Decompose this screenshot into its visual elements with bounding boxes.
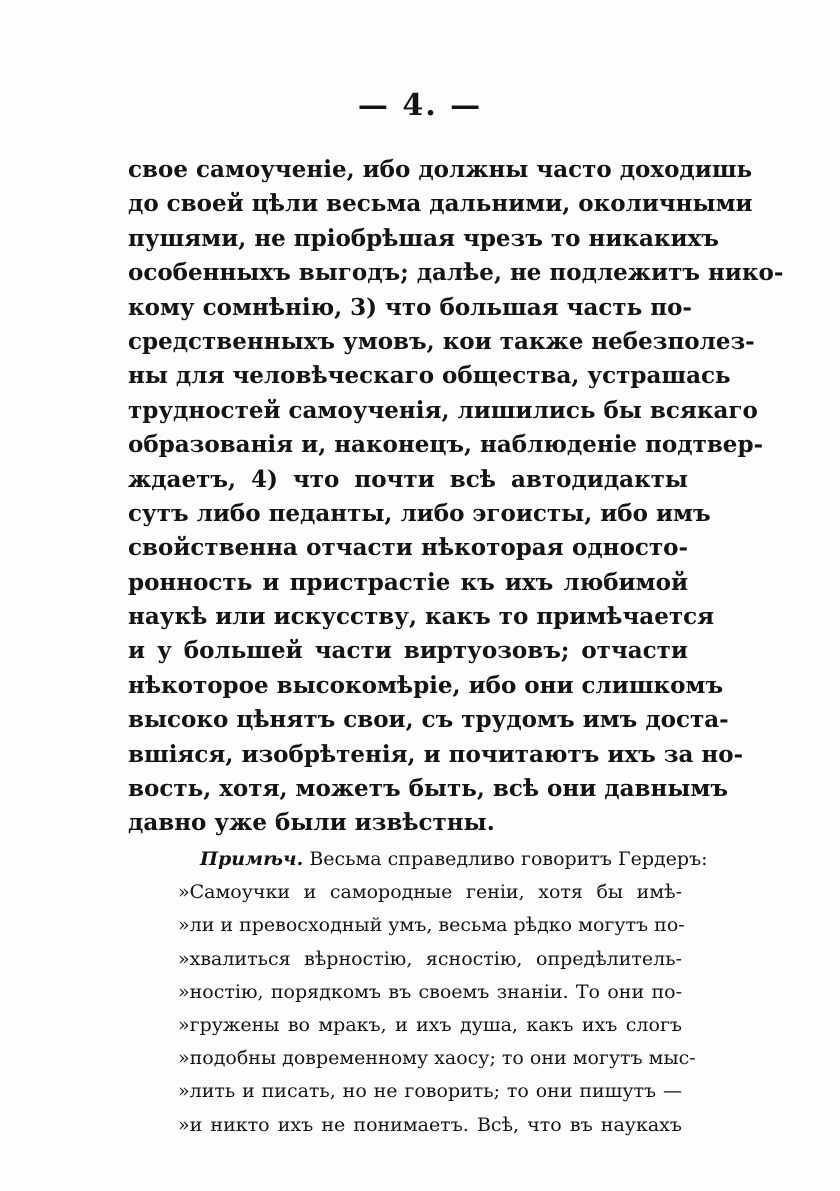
text-line: образованія и, наконецъ, наблюденіе подтвер- (128, 431, 764, 459)
footnote-line: »подобны довременному хаосу; то они могутъ мыс- (178, 1047, 696, 1070)
text-line: вость, хотя, можетъ быть, всѣ они давнымъ (128, 775, 728, 803)
footnote-first-line-text: Весьма справедливо говоритъ Гердеръ: (309, 848, 708, 870)
footnote-line: »ли и превосходный умъ, весьма рѣдко могутъ по- (178, 914, 685, 937)
footnote-line: »Самоучки и самородные геніи, хотя бы имѣ- (178, 881, 682, 904)
footnote-line: »ностію, порядкомъ въ своемъ знаніи. То они по- (178, 980, 682, 1003)
text-line: ронность и пристрастіе къ ихъ любимой (128, 568, 688, 596)
text-line: свойственна отчасти нѣкоторая односто- (128, 534, 688, 562)
text-line: особенныхъ выгодъ; далѣе, не подлежитъ нико- (128, 259, 784, 287)
text-line: нѣкоторое высокомѣріе, ибо они слишкомъ (128, 671, 724, 699)
text-line: сутъ либо педанты, либо эгоисты, ибо имъ (128, 499, 711, 527)
text-line: свое самоученіе, ибо должны часто доходишь (128, 156, 753, 183)
main-paragraph (128, 153, 784, 841)
footnote-line: »и никто ихъ не понимаетъ. Всѣ, что въ наукахъ (178, 1113, 682, 1136)
text-line: до своей цѣли весьма дальними, околичными (128, 190, 753, 218)
text-line: высоко цѣнятъ свои, съ трудомъ имъ доста- (128, 706, 729, 734)
text-line: ждаетъ, 4) что почти всѣ автодидакты (128, 465, 688, 493)
text-line: средственныхъ умовъ, кои также небезполез- (128, 327, 755, 355)
text-line: кому сомнѣнію, 3) что большая часть по- (128, 293, 692, 321)
footnote-line: »хвалиться вѣрностію, ясностію, опредѣлитель- (178, 947, 682, 970)
page-number: — 4. — (357, 88, 483, 123)
footnote-first-line (200, 843, 708, 876)
text-line: и у большей части виртуозовъ; отчасти (128, 637, 688, 665)
text-line: ны для человѣческаго общества, устрашась (128, 362, 731, 390)
footnote (178, 843, 708, 1142)
footnote-line: »лить и писать, но не говорить; то они пишутъ — (178, 1080, 682, 1103)
footnote-line: »гружены во мракъ, и ихъ душа, какъ ихъ слогъ (178, 1013, 682, 1036)
text-line: трудностей самоученія, лишились бы всякаго (128, 396, 758, 424)
text-line: пушями, не пріобрѣшая чрезъ то никакихъ (128, 224, 719, 252)
footnote-label: Примѣч. (200, 848, 304, 870)
text-line: наукѣ или искусству, какъ то примѣчается (128, 603, 715, 631)
text-line: вшіяся, изобрѣтенія, и почитаютъ ихъ за но- (128, 740, 744, 768)
text-line: давно уже были извѣстны. (128, 809, 495, 837)
